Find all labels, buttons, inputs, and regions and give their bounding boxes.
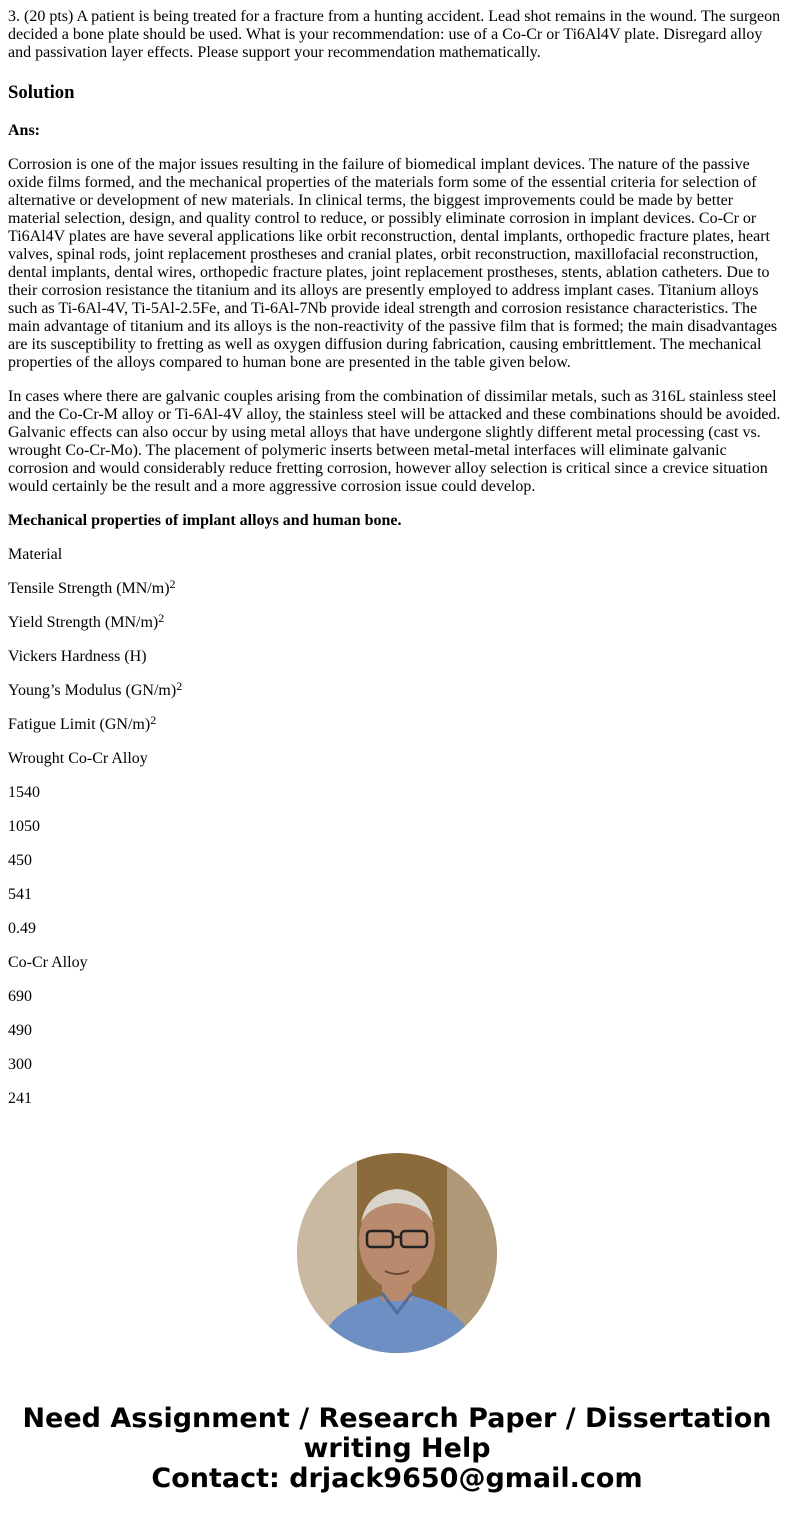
paragraph-corrosion: Corrosion is one of the major issues resulting in the failure of biomedical implant devices. The nature of the passive oxide films formed, and the mechanical properties of the materials form some of the essential criteria for selection of alternative or development of new materials. In clinical terms, the biggest improvements could be made by better material selection, design, and quality control to reduce, or possibly eliminate corrosion in implant devices. Co-Cr or Ti6Al4V plates are have several applications like orbit reconstruction, dental implants, orthopedic fracture plates, heart valves, spinal rods, joint replacement prostheses and cranial plates, orbit reconstruction, maxillofacial reconstruction, dental implants, dental wires, orthopedic fracture plates, joint replacement prostheses, stents, ablation catheters. Due to their corrosion resistance the titanium and its alloys are presently employed to address implant cases. Titanium alloys such as Ti-6Al-4V, Ti-5Al-2.5Fe, and Ti-6Al-7Nb provide ideal strength and corrosion resistance characteristics. The main advantage of titanium and its alloys is the non-reactivity of the passive film that is formed; the main disadvantages are its susceptibility to fretting as well as oxygen diffusion during fabrication, causing embrittlement. The mechanical properties of the alloys compared to human bone are presented in the table given below. xyxy=(8,156,778,371)
table-header-yield: Yield Strength $(MN/m)^2$ xyxy=(8,611,165,631)
table-header-material: Material xyxy=(8,546,63,563)
table-cell-row1-material: Wrought Co-Cr Alloy xyxy=(8,750,148,767)
table-cell-row2-tensile: 690 xyxy=(8,988,32,1005)
table-cell-row1-tensile: 1540 xyxy=(8,784,40,801)
author-avatar xyxy=(297,1153,497,1353)
table-cell-row2-yield: 490 xyxy=(8,1022,32,1039)
footer-line-1: Need Assignment / Research Paper / Dissertation xyxy=(22,1403,772,1434)
table-header-fatigue: Fatigue Limit $(GN/m)^2$ xyxy=(8,713,157,733)
properties-table xyxy=(8,546,786,1108)
paragraph-galvanic: In cases where there are galvanic couples arising from the combination of dissimilar metals, such as 316L stainless steel and the Co-Cr-M alloy or Ti-6Al-4V alloy, the stainless steel will be attacked and these combinations should be avoided. Galvanic effects can also occur by using metal alloys that have undergone slightly different metal processing (cast vs. wrought Co-Cr-Mo). The placement of polymeric inserts between metal-metal interfaces will eliminate galvanic corrosion and would considerably reduce fretting corrosion, however alloy selection is critical since a crevice situation would certainly be the result and a more aggressive corrosion issue could develop. xyxy=(8,388,781,495)
footer-line-3: Contact: drjack9650@gmail.com xyxy=(151,1463,643,1494)
avatar-photo xyxy=(297,1153,497,1353)
table-title: Mechanical properties of implant alloys and human bone. xyxy=(8,512,402,529)
question-text: 3. (20 pts) A patient is being treated for a fracture from a hunting accident. Lead shot remains in the wound. The surgeon decided a bone plate should be used. What is your recommendation: use of a Co-Cr or Ti6Al4V plate. Disregard alloy and passivation layer effects. Please support your recommendation mathematically. xyxy=(8,8,781,61)
table-cell-row2-hardness: 300 xyxy=(8,1056,32,1073)
ans-label: Ans: xyxy=(8,122,41,139)
table-header-tensile: Tensile Strength $(MN/m)^2$ xyxy=(8,577,176,597)
table-cell-row2-material: Co-Cr Alloy xyxy=(8,954,88,971)
table-cell-row1-hardness: 450 xyxy=(8,852,32,869)
table-header-hardness: Vickers Hardness (H) xyxy=(8,648,147,665)
table-header-modulus: Young’s Modulus $(GN/m)^2$ xyxy=(8,679,183,699)
footer-line-2: writing Help xyxy=(303,1433,491,1464)
table-cell-row2-modulus: 241 xyxy=(8,1090,32,1107)
table-cell-row1-fatigue: 0.49 xyxy=(8,920,36,937)
contact-footer xyxy=(0,1404,794,1494)
solution-heading: Solution xyxy=(8,82,75,103)
table-cell-row1-yield: 1050 xyxy=(8,818,40,835)
table-cell-row1-modulus: 541 xyxy=(8,886,32,903)
